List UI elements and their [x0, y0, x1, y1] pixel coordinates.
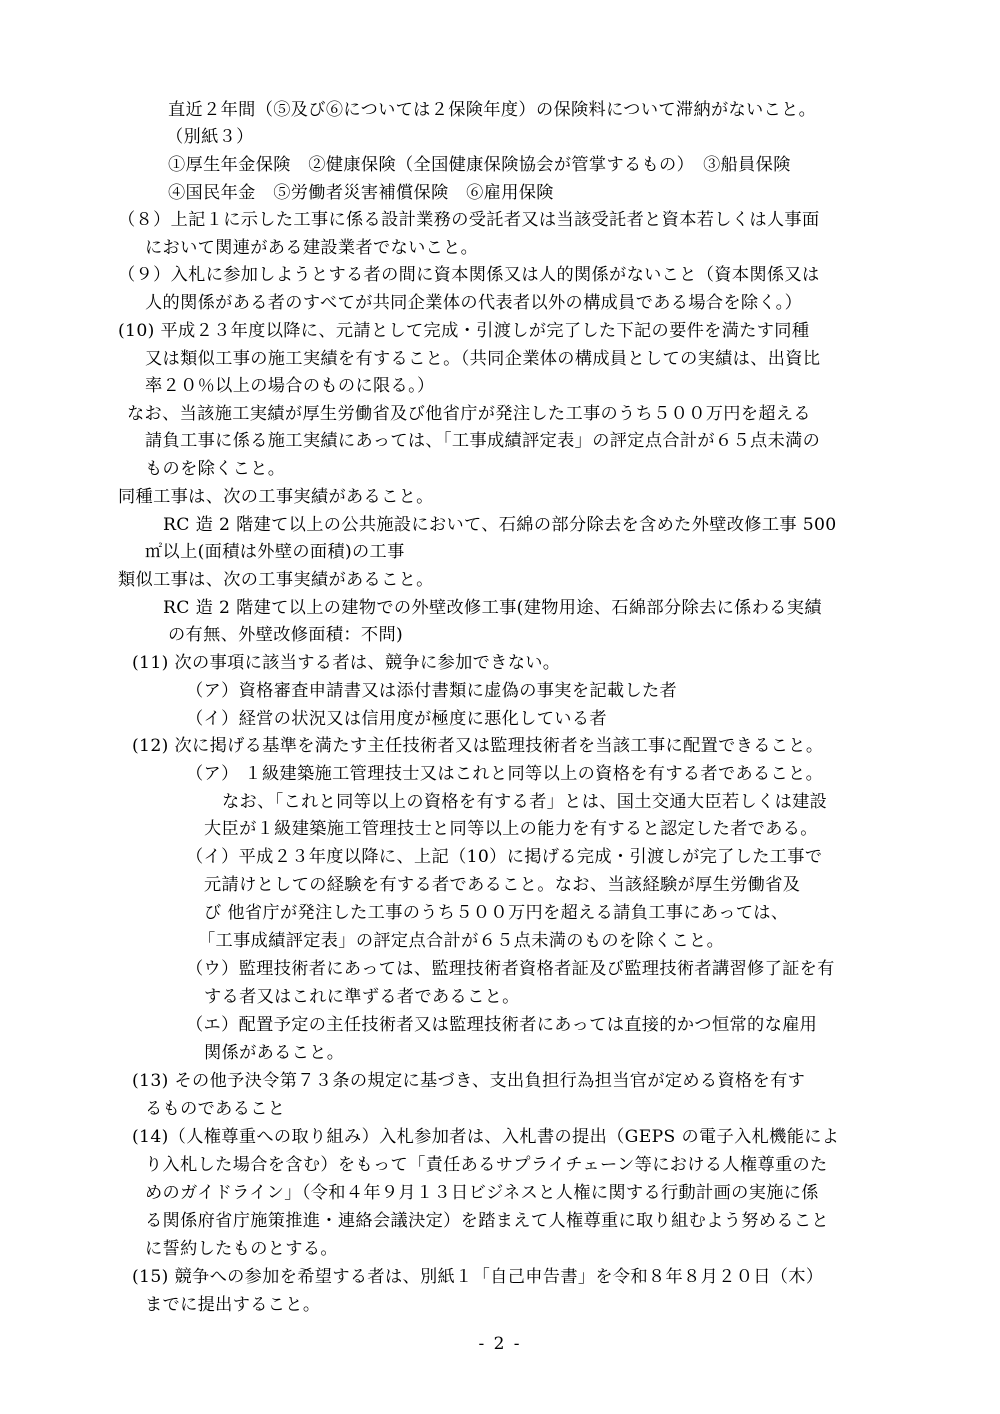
- text-line: なお、「これと同等以上の資格を有する者」とは、国土交通大臣若しくは建設: [222, 792, 828, 812]
- text-line: 同種工事は、次の工事実績があること。: [118, 487, 434, 507]
- text-line: 元請けとしての経験を有する者であること。なお、当該経験が厚生労働省及: [204, 875, 801, 895]
- text-line: 率２０％以上の場合のものに限る。）: [145, 376, 435, 396]
- text-line: （イ）平成２３年度以降に、上記（10）に掲げる完成・引渡しが完了した工事で: [186, 847, 823, 867]
- text-line: (11) 次の事項に該当する者は、競争に参加できない。: [132, 653, 561, 673]
- text-line: ④国民年金 ⑤労働者災害補償保険 ⑥雇用保険: [168, 183, 554, 203]
- text-line: なお、当該施工実績が厚生労働省及び他省庁が発注した工事のうち５００万円を超える: [127, 404, 811, 424]
- text-line: （別紙３）: [166, 127, 254, 147]
- text-line: RC 造 2 階建て以上の建物での外壁改修工事(建物用途、石綿部分除去に係わる実績: [163, 598, 822, 618]
- text-line: (10) 平成２３年度以降に、元請として完成・引渡しが完了した下記の要件を満たす同種: [118, 321, 810, 341]
- text-line: に誓約したものとする。: [145, 1239, 338, 1259]
- text-line: 人的関係がある者のすべてが共同企業体の代表者以外の構成員である場合を除く。）: [145, 293, 803, 313]
- text-line: （イ）経営の状況又は信用度が極度に悪化している者: [186, 709, 607, 729]
- text-line: （ウ）監理技術者にあっては、監理技術者資格者証及び監理技術者講習修了証を有: [186, 959, 835, 979]
- text-line: (13) その他予決令第７３条の規定に基づき、支出負担行為担当官が定める資格を有す: [132, 1071, 806, 1091]
- text-line: ㎡以上(面積は外壁の面積)の工事: [145, 542, 405, 562]
- text-line: (15) 競争への参加を希望する者は、別紙１「自己申告書」を令和８年８月２０日（木）: [132, 1267, 824, 1287]
- text-line: る関係府省庁施策推進・連絡会議決定）を踏まえて人権尊重に取り組むよう努めること: [145, 1211, 829, 1231]
- text-line: 「工事成績評定表」の評定点合計が６５点未満のものを除くこと。: [198, 931, 725, 951]
- text-line: する者又はこれに準ずる者であること。: [204, 987, 520, 1007]
- text-line: めのガイドライン」（令和４年９月１３日ビジネスと人権に関する行動計画の実施に係: [145, 1183, 819, 1203]
- text-line: （ア）資格審査申請書又は添付書類に虚偽の事実を記載した者: [186, 681, 678, 701]
- text-line: （９）入札に参加しようとする者の間に資本関係又は人的関係がないこと（資本関係又は: [118, 265, 820, 285]
- text-line: ①厚生年金保険 ②健康保険（全国健康保険協会が管掌するもの） ③船員保険: [168, 155, 791, 175]
- text-line: 関係があること。: [204, 1043, 345, 1063]
- text-line: び 他省庁が発注した工事のうち５００万円を超える請負工事にあっては、: [204, 903, 789, 923]
- text-line: るものであること: [145, 1099, 286, 1119]
- page-number: - 2 -: [478, 1334, 522, 1354]
- text-line: (12) 次に掲げる基準を満たす主任技術者又は監理技術者を当該工事に配置できること。: [132, 736, 824, 756]
- text-line: （８）上記１に示した工事に係る設計業務の受託者又は当該受託者と資本若しくは人事面: [118, 210, 820, 230]
- text-line: において関連がある建設業者でないこと。: [145, 238, 479, 258]
- text-line: り入札した場合を含む）をもって「責任あるサプライチェーン等における人権尊重のた: [145, 1155, 828, 1175]
- text-line: 大臣が１級建築施工管理技士と同等以上の能力を有すると認定した者である。: [204, 819, 818, 839]
- text-line: ものを除くこと。: [145, 459, 286, 479]
- text-line: までに提出すること。: [145, 1295, 321, 1315]
- text-line: （ア） １級建築施工管理技士又はこれと同等以上の資格を有する者であること。: [186, 764, 824, 784]
- text-line: 直近２年間（⑤及び⑥については２保険年度）の保険料について滞納がないこと。: [168, 100, 817, 120]
- text-line: の有無、外壁改修面積：不問): [168, 625, 404, 645]
- text-line: 又は類似工事の施工実績を有すること。（共同企業体の構成員としての実績は、出資比: [145, 349, 821, 369]
- text-line: 類似工事は、次の工事実績があること。: [118, 570, 434, 590]
- text-line: 請負工事に係る施工実績にあっては、「工事成績評定表」の評定点合計が６５点未満の: [145, 431, 821, 451]
- text-line: （エ）配置予定の主任技術者又は監理技術者にあっては直接的かつ恒常的な雇用: [186, 1015, 818, 1035]
- text-line: RC 造 2 階建て以上の公共施設において、石綿の部分除去を含めた外壁改修工事 500: [163, 515, 837, 535]
- text-line: (14)（人権尊重への取り組み）入札参加者は、入札書の提出（GEPS の電子入札機能によ: [132, 1127, 840, 1147]
